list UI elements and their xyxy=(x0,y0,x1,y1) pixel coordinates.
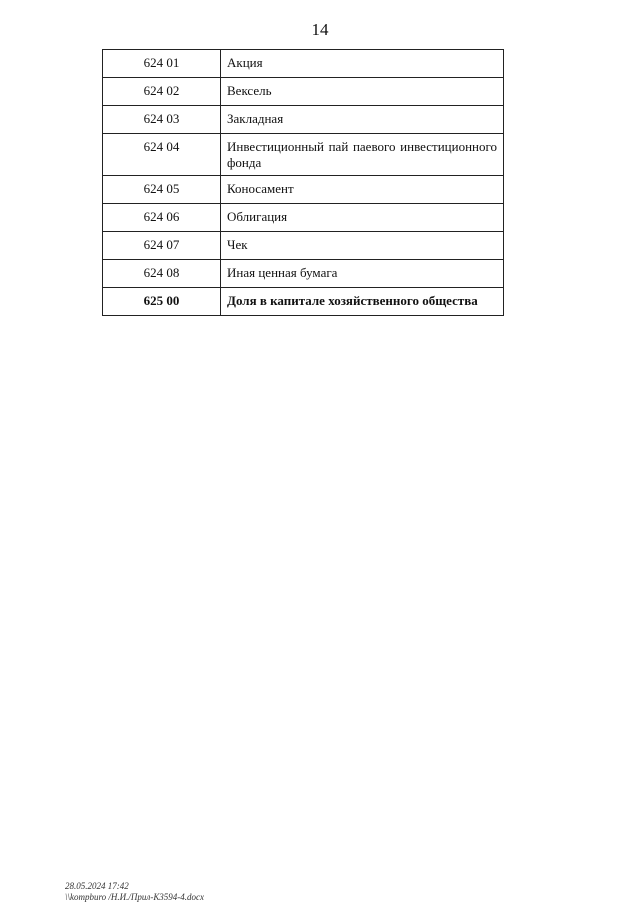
row-code: 624 08 xyxy=(103,260,221,288)
row-name: Инвестиционный пай паевого инвестиционного фонда xyxy=(221,134,504,176)
row-name: Облигация xyxy=(221,204,504,232)
row-code: 624 07 xyxy=(103,232,221,260)
row-name: Иная ценная бумага xyxy=(221,260,504,288)
row-name: Коносамент xyxy=(221,176,504,204)
row-code: 624 06 xyxy=(103,204,221,232)
footer-timestamp: 28.05.2024 17:42 xyxy=(65,881,129,891)
table-row xyxy=(103,78,504,106)
table-row xyxy=(103,134,504,176)
row-name: Чек xyxy=(221,232,504,260)
table-row xyxy=(103,232,504,260)
row-code: 624 05 xyxy=(103,176,221,204)
row-name: Доля в капитале хозяйственного общества xyxy=(221,288,504,316)
row-name: Закладная xyxy=(221,106,504,134)
row-name: Акция xyxy=(221,50,504,78)
table-row xyxy=(103,106,504,134)
table-row xyxy=(103,50,504,78)
document-footer xyxy=(65,881,204,903)
footer-file-path: \\kompburo /Н.И./Прил-К3594-4.docx xyxy=(65,892,205,902)
row-code: 624 01 xyxy=(103,50,221,78)
page-number: 14 xyxy=(311,20,329,39)
row-code: 624 03 xyxy=(103,106,221,134)
classification-table xyxy=(102,49,504,316)
table-row xyxy=(103,288,504,316)
table-row xyxy=(103,204,504,232)
row-code: 624 04 xyxy=(103,134,221,176)
row-code: 625 00 xyxy=(103,288,221,316)
table-row xyxy=(103,260,504,288)
row-code: 624 02 xyxy=(103,78,221,106)
table-row xyxy=(103,176,504,204)
row-name: Вексель xyxy=(221,78,504,106)
